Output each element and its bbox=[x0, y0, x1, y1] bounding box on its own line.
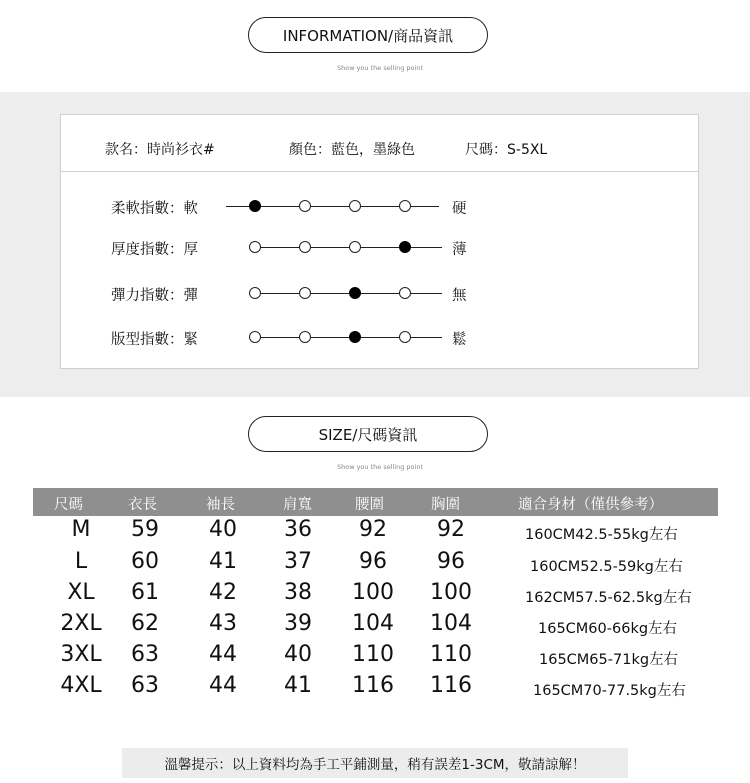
cell-size: 3XL bbox=[60, 642, 102, 667]
cell-waist: 92 bbox=[359, 517, 387, 542]
cell-chest: 92 bbox=[437, 517, 465, 542]
info-section-subtitle: Show you the selling point bbox=[336, 64, 424, 72]
cell-waist: 100 bbox=[352, 580, 394, 605]
cell-sleeve: 44 bbox=[209, 642, 237, 667]
cell-shoulder: 40 bbox=[284, 642, 312, 667]
index-label: 柔軟指數：軟 bbox=[111, 201, 198, 217]
cell-length: 59 bbox=[131, 517, 159, 542]
index-dot bbox=[349, 241, 361, 253]
cell-fit: 165CM60-66kg左右 bbox=[538, 621, 678, 637]
index-row bbox=[61, 278, 698, 308]
index-dot bbox=[299, 331, 311, 343]
index-dot bbox=[249, 287, 261, 299]
index-dot-selected bbox=[349, 287, 361, 299]
table-row bbox=[33, 517, 718, 548]
index-dot-selected bbox=[399, 241, 411, 253]
cell-chest: 96 bbox=[437, 549, 465, 574]
index-end-label: 無 bbox=[452, 288, 467, 304]
index-dot bbox=[299, 241, 311, 253]
cell-sleeve: 40 bbox=[209, 517, 237, 542]
index-dot bbox=[349, 200, 361, 212]
cell-shoulder: 39 bbox=[284, 611, 312, 636]
cell-chest: 104 bbox=[430, 611, 472, 636]
cell-shoulder: 37 bbox=[284, 549, 312, 574]
cell-sleeve: 43 bbox=[209, 611, 237, 636]
cell-fit: 160CM52.5-59kg左右 bbox=[530, 559, 683, 575]
index-label: 彈力指數：彈 bbox=[111, 288, 198, 304]
cell-fit: 160CM42.5-55kg左右 bbox=[525, 527, 678, 543]
index-dot bbox=[299, 287, 311, 299]
cell-fit: 162CM57.5-62.5kg左右 bbox=[525, 590, 692, 606]
cell-size: L bbox=[74, 549, 88, 574]
cell-length: 60 bbox=[131, 549, 159, 574]
info-title-text: INFORMATION/商品資訊 bbox=[282, 26, 454, 45]
index-scale-line bbox=[254, 337, 442, 338]
cell-chest: 116 bbox=[430, 673, 472, 698]
index-row bbox=[61, 322, 698, 352]
cell-chest: 110 bbox=[430, 642, 472, 667]
table-row bbox=[33, 611, 718, 642]
index-row bbox=[61, 191, 698, 221]
header-waist: 腰圍 bbox=[355, 497, 384, 513]
header-chest: 胸圍 bbox=[431, 497, 460, 513]
index-dot-selected bbox=[349, 331, 361, 343]
product-style: 款名：時尚衫衣# bbox=[105, 142, 215, 158]
cell-length: 62 bbox=[131, 611, 159, 636]
cell-fit: 165CM70-77.5kg左右 bbox=[533, 683, 686, 699]
cell-length: 63 bbox=[131, 642, 159, 667]
header-sleeve: 袖長 bbox=[206, 497, 235, 513]
measurement-note: 溫馨提示：以上資料均為手工平鋪測量，稍有誤差1-3CM，敬請諒解！ bbox=[122, 748, 628, 778]
header-size: 尺碼 bbox=[54, 497, 83, 513]
cell-waist: 96 bbox=[359, 549, 387, 574]
size-section-title bbox=[248, 416, 488, 452]
index-label: 厚度指數：厚 bbox=[111, 242, 198, 258]
index-end-label: 薄 bbox=[452, 242, 467, 258]
cell-fit: 165CM65-71kg左右 bbox=[539, 652, 679, 668]
product-info-card bbox=[60, 114, 699, 369]
cell-size: XL bbox=[67, 580, 95, 605]
table-row bbox=[33, 642, 718, 673]
card-divider bbox=[61, 171, 698, 172]
cell-sleeve: 42 bbox=[209, 580, 237, 605]
size-section-subtitle: Show you the selling point bbox=[336, 463, 424, 471]
product-color: 顏色：藍色，墨綠色 bbox=[289, 142, 415, 158]
index-scale-line bbox=[254, 293, 442, 294]
table-row bbox=[33, 580, 718, 611]
cell-size: 4XL bbox=[60, 673, 102, 698]
index-end-label: 鬆 bbox=[452, 332, 467, 348]
header-length: 衣長 bbox=[128, 497, 157, 513]
cell-length: 61 bbox=[131, 580, 159, 605]
cell-size: M bbox=[71, 517, 91, 542]
index-dot bbox=[399, 287, 411, 299]
index-end-label: 硬 bbox=[452, 201, 467, 217]
index-row bbox=[61, 232, 698, 262]
index-scale-line bbox=[254, 247, 442, 248]
cell-length: 63 bbox=[131, 673, 159, 698]
index-dot bbox=[399, 200, 411, 212]
cell-shoulder: 36 bbox=[284, 517, 312, 542]
cell-waist: 104 bbox=[352, 611, 394, 636]
cell-waist: 116 bbox=[352, 673, 394, 698]
index-dot bbox=[399, 331, 411, 343]
table-header bbox=[33, 488, 718, 516]
size-title-text: SIZE/尺碼資訊 bbox=[318, 425, 418, 444]
index-label: 版型指數：緊 bbox=[111, 332, 198, 348]
cell-shoulder: 41 bbox=[284, 673, 312, 698]
table-row bbox=[33, 549, 718, 580]
header-fit: 適合身材（僅供參考） bbox=[518, 497, 663, 513]
header-shoulder: 肩寬 bbox=[283, 497, 312, 513]
index-dot bbox=[299, 200, 311, 212]
product-size-range: 尺碼：S-5XL bbox=[465, 142, 548, 158]
cell-chest: 100 bbox=[430, 580, 472, 605]
index-dot-selected bbox=[249, 200, 261, 212]
cell-sleeve: 44 bbox=[209, 673, 237, 698]
table-row bbox=[33, 673, 718, 704]
index-dot bbox=[249, 331, 261, 343]
info-section-title bbox=[248, 17, 488, 53]
cell-shoulder: 38 bbox=[284, 580, 312, 605]
cell-waist: 110 bbox=[352, 642, 394, 667]
index-dot bbox=[249, 241, 261, 253]
cell-sleeve: 41 bbox=[209, 549, 237, 574]
cell-size: 2XL bbox=[60, 611, 102, 636]
